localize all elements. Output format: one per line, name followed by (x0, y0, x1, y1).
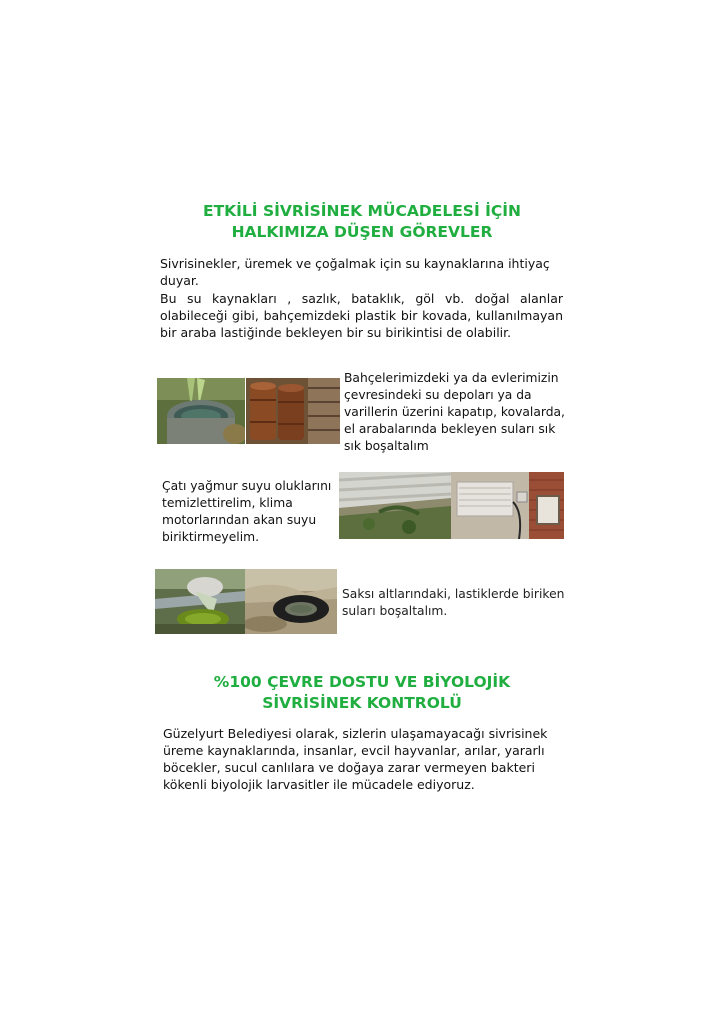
section1-title-line2: HALKIMIZA DÜŞEN GÖREVLER (231, 223, 493, 241)
ac-unit-photo (451, 472, 564, 539)
section2-title (0, 672, 724, 714)
intro-paragraph: Sivrisinekler, üremek ve çoğalmak için su kaynaklarına ihtiyaç duyar. (160, 256, 550, 288)
pouring-bucket-photo (155, 569, 245, 634)
biological-control-paragraph: Güzelyurt Belediyesi olarak, sizlerin ulaşamayacağı sivrisinek üreme kaynaklarında, insanlar, evcil hayvanlar, arılar, yararlı böcekler, sucul canlılara ve doğaya zarar vermeyen bakteri kökenli biyolojik larvasitler ile mücadele ediyoruz. (163, 726, 548, 792)
tip3-text: Saksı altlarındaki, lastiklerde biriken suları boşaltalım. (342, 587, 565, 618)
tire-in-water-photo (245, 569, 337, 634)
tip1-text: Bahçelerimizdeki ya da evlerimizin çevresindeki su depoları ya da varillerin üzerini kapatıp, kovalarda, el arabalarında bekleyen suları sık sık boşaltalım (344, 371, 565, 453)
section2-title-line2: SİVRİSİNEK KONTROLÜ (262, 694, 462, 712)
water-pot-photo (157, 378, 245, 444)
sources-paragraph: Bu su kaynakları , sazlık, bataklık, göl vb. doğal alanlar olabileceği gibi, bahçemizdeki plastik bir kovada, kullanılmayan bir araba lastiğinde bekleyen bir su birikintisi de olabilir. (160, 291, 563, 340)
section1-title (0, 201, 724, 243)
tip2-text: Çatı yağmur suyu oluklarını temizlettirelim, klima motorlarından akan suyu biriktirmeyelim. (162, 479, 332, 544)
rusty-barrels-photo (246, 378, 340, 444)
section2-title-line1: %100 ÇEVRE DOSTU VE BİYOLOJİK (213, 673, 511, 691)
section1-title-line1: ETKİLİ SİVRİSİNEK MÜCADELESİ İÇİN (202, 202, 521, 220)
roof-gutter-photo (339, 472, 451, 539)
